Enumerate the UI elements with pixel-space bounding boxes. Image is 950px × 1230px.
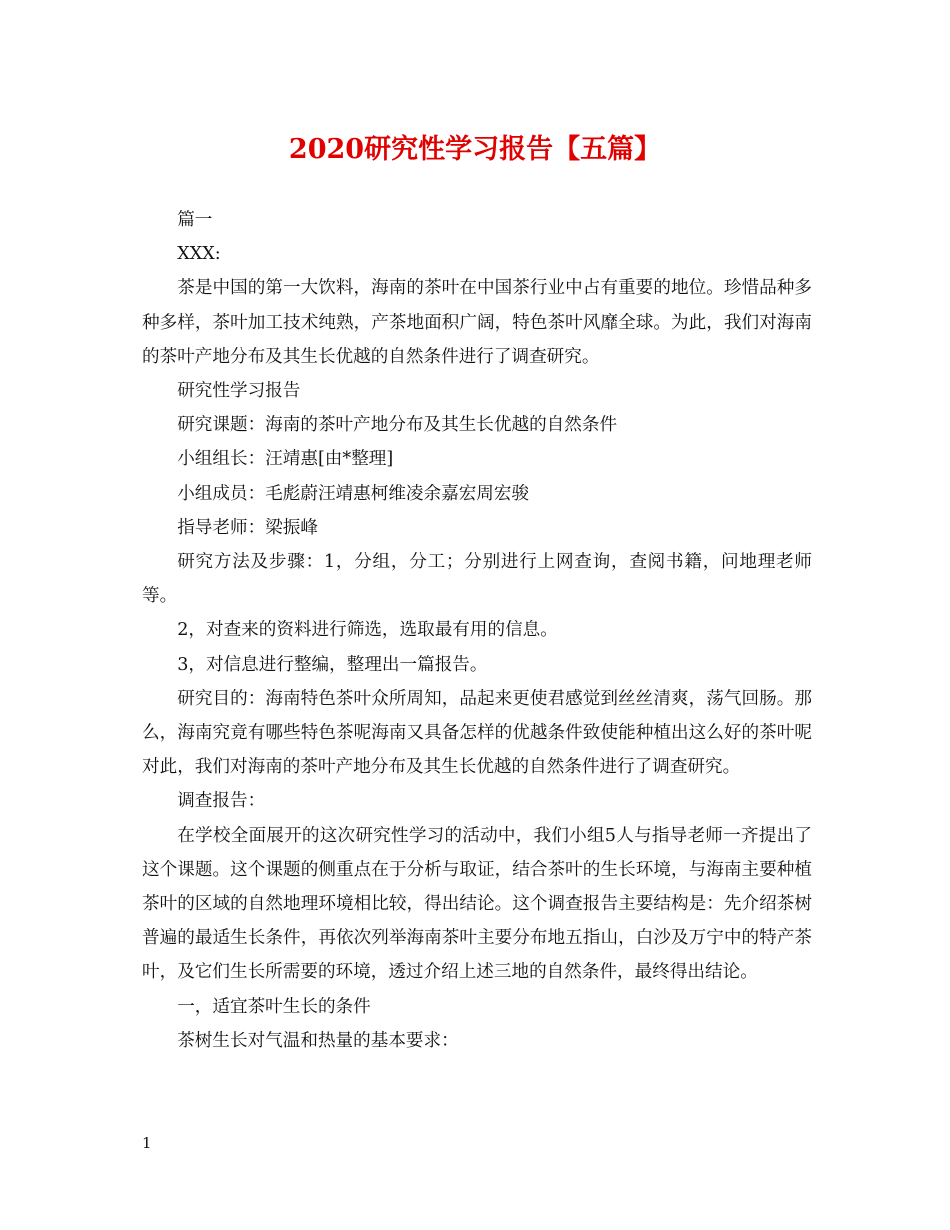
document-title: 2020研究性学习报告【五篇】: [288, 134, 662, 165]
paragraph: 2，对查来的资料进行筛选，选取最有用的信息。: [177, 620, 558, 641]
paragraph: 研究课题：海南的茶叶产地分布及其生长优越的自然条件: [177, 415, 618, 436]
paragraph: 茶是中国的第一大饮料，海南的茶叶在中国茶行业中占有重要的地位。珍惜品种多种多样，茶叶加工技术纯熟，产茶地面积广阔，特色茶叶风靡全球。为此，我们对海南的茶叶产地分布及其生长优越的自然条件进行了调查研究。: [142, 278, 812, 367]
paragraph: 小组成员：毛彪蔚汪靖惠柯维凌余嘉宏周宏骏: [177, 483, 530, 504]
paragraph: 指导老师：梁振峰: [177, 517, 318, 538]
paragraph: 3，对信息进行整编，整理出一篇报告。: [177, 654, 488, 675]
paragraph: 在学校全面展开的这次研究性学习的活动中，我们小组5人与指导老师一齐提出了这个课题。这个课题的侧重点在于分析与取证，结合茶叶的生长环境，与海南主要种植茶叶的区域的自然地理环境相比较，得出结论。这个调查报告主要结构是：先介绍茶树普遍的最适生长条件，再依次列举海南茶叶主要分布地五指山，白沙及万宁中的特产茶叶，及它们生长所需要的环境，透过介绍上述三地的自然条件，最终得出结论。: [142, 825, 812, 983]
paragraph: 篇一: [177, 210, 213, 230]
document-body: [142, 203, 812, 1058]
paragraph: 研究目的：海南特色茶叶众所周知，品起来更使君感觉到丝丝清爽，荡气回肠。那么，海南究竟有哪些特色茶呢海南又具备怎样的优越条件致使能种植出这么好的茶叶呢对此，我们对海南的茶叶产地分布及其生长优越的自然条件进行了调查研究。: [142, 688, 812, 778]
paragraph: 研究性学习报告: [177, 381, 301, 402]
paragraph: 调查报告：: [177, 791, 266, 812]
paragraph: 小组组长：汪靖惠[由*整理]: [177, 449, 394, 470]
paragraph: 研究方法及步骤：1，分组，分工；分别进行上网查询，查阅书籍，问地理老师等。: [142, 552, 812, 607]
paragraph: 茶树生长对气温和热量的基本要求：: [177, 1030, 459, 1051]
page-number: 1: [142, 1134, 152, 1152]
paragraph: 一，适宜茶叶生长的条件: [177, 996, 371, 1017]
paragraph: XXX:: [177, 244, 221, 265]
